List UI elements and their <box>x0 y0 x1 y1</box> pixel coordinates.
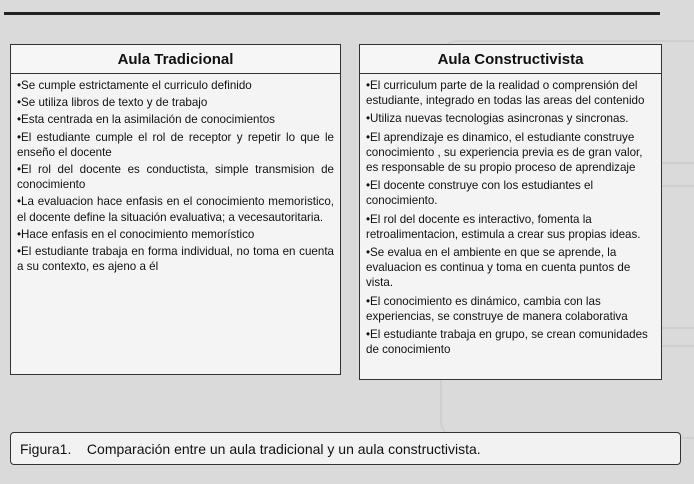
list-item: •El curriculum parte de la realidad o comprensión del estudiante, integrado en todas las areas del contenido <box>366 79 645 108</box>
list-item: •El docente construye con los estudiantes el conocimiento. <box>366 179 594 208</box>
list-item: •Se cumple estrictamente el curriculo definido <box>17 79 252 92</box>
constructivist-items-list <box>360 74 661 357</box>
figure-caption-text: Comparación entre un aula tradicional y un aula constructivista. <box>86 440 481 457</box>
list-item: •El conocimiento es dinámico, cambia con las experiencias, se construye de manera colaborativa <box>366 294 628 323</box>
top-rule <box>4 12 660 15</box>
traditional-column-title: Aula Tradicional <box>11 45 340 74</box>
list-item: •El aprendizaje es dinamico, el estudiante construye conocimiento , su experiencia previa es de gran valor, es responsable de su propio proceso de aprendizaje <box>366 130 643 175</box>
list-item: •El estudiante trabaja en grupo, se crean comunidades de conocimiento <box>366 328 648 357</box>
constructivist-classroom-column <box>359 44 662 380</box>
list-item: •Utiliza nuevas tecnologias asincronas y sincronas. <box>366 112 629 126</box>
list-item: •Esta centrada en la asimilación de conocimientos <box>17 113 275 127</box>
list-item: •El rol del docente es interactivo, fomenta la retroalimentacion, estimula a crear sus propias ideas. <box>366 212 641 241</box>
list-item: •La evaluacion hace enfasis en el conocimiento memoristico, el docente define la situación evaluativa; a vecesautoritaria. <box>17 195 334 224</box>
list-item: •El rol del docente es conductista, simple transmision de conocimiento <box>17 163 334 192</box>
list-item: •Hace enfasis en el conocimiento memorístico <box>17 227 255 241</box>
constructivist-column-title: Aula Constructivista <box>360 45 661 74</box>
traditional-classroom-column <box>10 44 341 375</box>
figure-label: Figura1. <box>20 440 72 457</box>
list-item: •El estudiante cumple el rol de receptor y repetir lo que le enseño el docente <box>17 130 334 159</box>
list-item: •Se evalua en el ambiente en que se aprende, la evaluacion es continua y toma en cuenta puntos de vista. <box>366 246 631 290</box>
figure-caption <box>10 432 681 465</box>
list-item: •Se utiliza libros de texto y de trabajo <box>17 96 208 110</box>
traditional-items-list <box>11 74 340 274</box>
list-item: •El estudiante trabaja en forma individual, no toma en cuenta a su contexto, es ajeno a él <box>17 245 334 274</box>
